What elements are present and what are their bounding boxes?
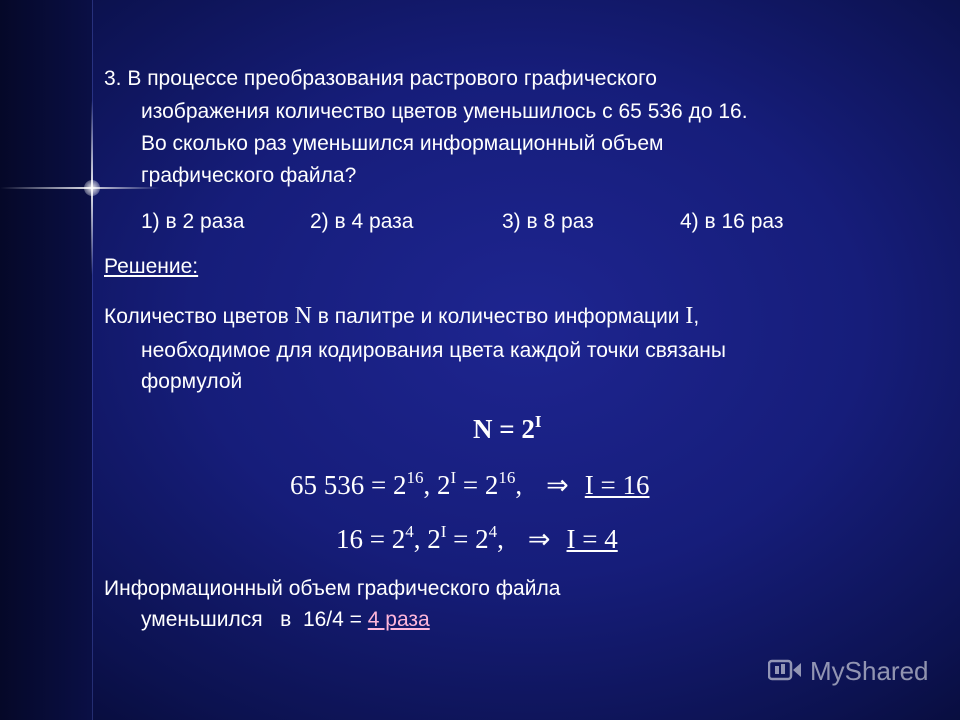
symbol-N: N [294,303,312,329]
row1-d: , [515,470,523,500]
problem-line-4: графического файла? [141,164,357,187]
row2-a-exp: 4 [405,522,414,541]
implies-arrow-1: ⇒ [546,470,569,500]
answer-link[interactable]: 4 раза [367,608,430,631]
row1-a: 65 536 = 2 [290,470,407,500]
problem-line-1: 3. В процессе преобразования растрового графического [104,67,657,90]
solution-line-1 [104,303,699,330]
row1-a-exp: 16 [406,468,424,487]
watermark-text: MyShared [810,656,929,686]
formula-row-1 [290,470,649,501]
option-3: 3) в 8 раз [502,210,594,233]
row2-b: , 2 [413,524,441,554]
formula-main-exp: I [534,412,542,431]
light-flare [84,180,100,196]
myshared-logo-icon [768,658,804,691]
option-2: 2) в 4 раза [310,210,414,233]
row2-b-exp: I [440,522,447,541]
implies-arrow-2: ⇒ [527,524,551,554]
row2-c: = 2 [446,524,489,554]
problem-line-3: Во сколько раз уменьшился информационный объем [141,132,664,155]
watermark [768,656,929,691]
solution-text-c: , [693,305,700,328]
solution-heading: Решение: [104,255,199,278]
solution-text-b: в палитре и количество информации [311,305,686,328]
conclusion-line-1: Информационный объем графического файла [104,577,561,600]
row2-result: I = 4 [566,524,618,554]
left-band [0,0,92,720]
row1-c-exp: 16 [498,468,516,487]
solution-text-a: Количество цветов [104,305,295,328]
formula-main-base: N = 2 [473,414,535,444]
row1-b: , 2 [423,470,451,500]
row2-d: , [497,524,504,554]
formula-row-2 [336,524,618,555]
formula-main [473,414,542,445]
problem-line-2: изображения количество цветов уменьшилось с 65 536 до 16. [141,100,748,123]
row1-c: = 2 [456,470,499,500]
row1-result: I = 16 [584,470,650,500]
conclusion-line-2 [141,607,430,633]
option-1: 1) в 2 раза [141,210,245,233]
row1-b-exp: I [450,468,457,487]
row2-a: 16 = 2 [336,524,406,554]
option-4: 4) в 16 раз [680,210,784,233]
symbol-I: I [685,303,694,329]
solution-line-3: формулой [141,370,243,393]
row2-c-exp: 4 [488,522,498,541]
solution-line-2: необходимое для кодирования цвета каждой точки связаны [141,339,726,362]
decor-horizontal-line [0,187,160,189]
conclusion-text: уменьшился в 16/4 = [141,608,368,631]
